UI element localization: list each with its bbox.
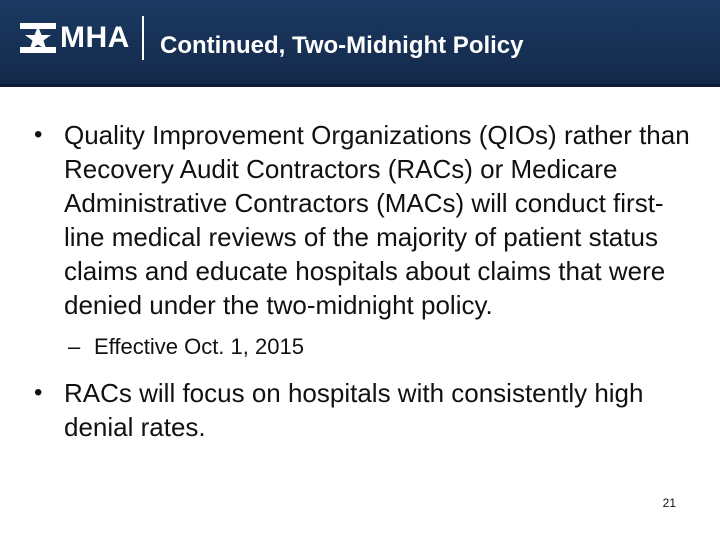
logo-divider bbox=[142, 16, 144, 60]
sub-bullet-item bbox=[30, 332, 690, 362]
logo-text: MHA bbox=[60, 21, 130, 54]
bullet-marker: • bbox=[34, 121, 43, 148]
star-flag-icon bbox=[20, 21, 56, 55]
sub-bullet-marker: – bbox=[68, 334, 81, 359]
page-number: 21 bbox=[662, 496, 676, 510]
bullet-marker: • bbox=[34, 379, 43, 406]
slide-content bbox=[30, 118, 690, 444]
bullet-text: Quality Improvement Organizations (QIOs) rather than Recovery Audit Contractors (RACs) or Medicare Administrative Contractors (MACs) will conduct first-line medical reviews of the majority of patient status claims and educate hospitals about claims that were denied under the two-midnight policy. bbox=[64, 120, 690, 320]
slide-title: Continued, Two-Midnight Policy bbox=[160, 32, 524, 59]
slide-header bbox=[0, 0, 720, 84]
mha-logo bbox=[20, 18, 154, 58]
header-rule bbox=[0, 84, 720, 87]
bullet-item bbox=[30, 118, 690, 322]
bullet-item bbox=[30, 376, 690, 444]
bullet-text: RACs will focus on hospitals with consistently high denial rates. bbox=[64, 378, 644, 442]
sub-bullet-text: Effective Oct. 1, 2015 bbox=[94, 334, 304, 359]
